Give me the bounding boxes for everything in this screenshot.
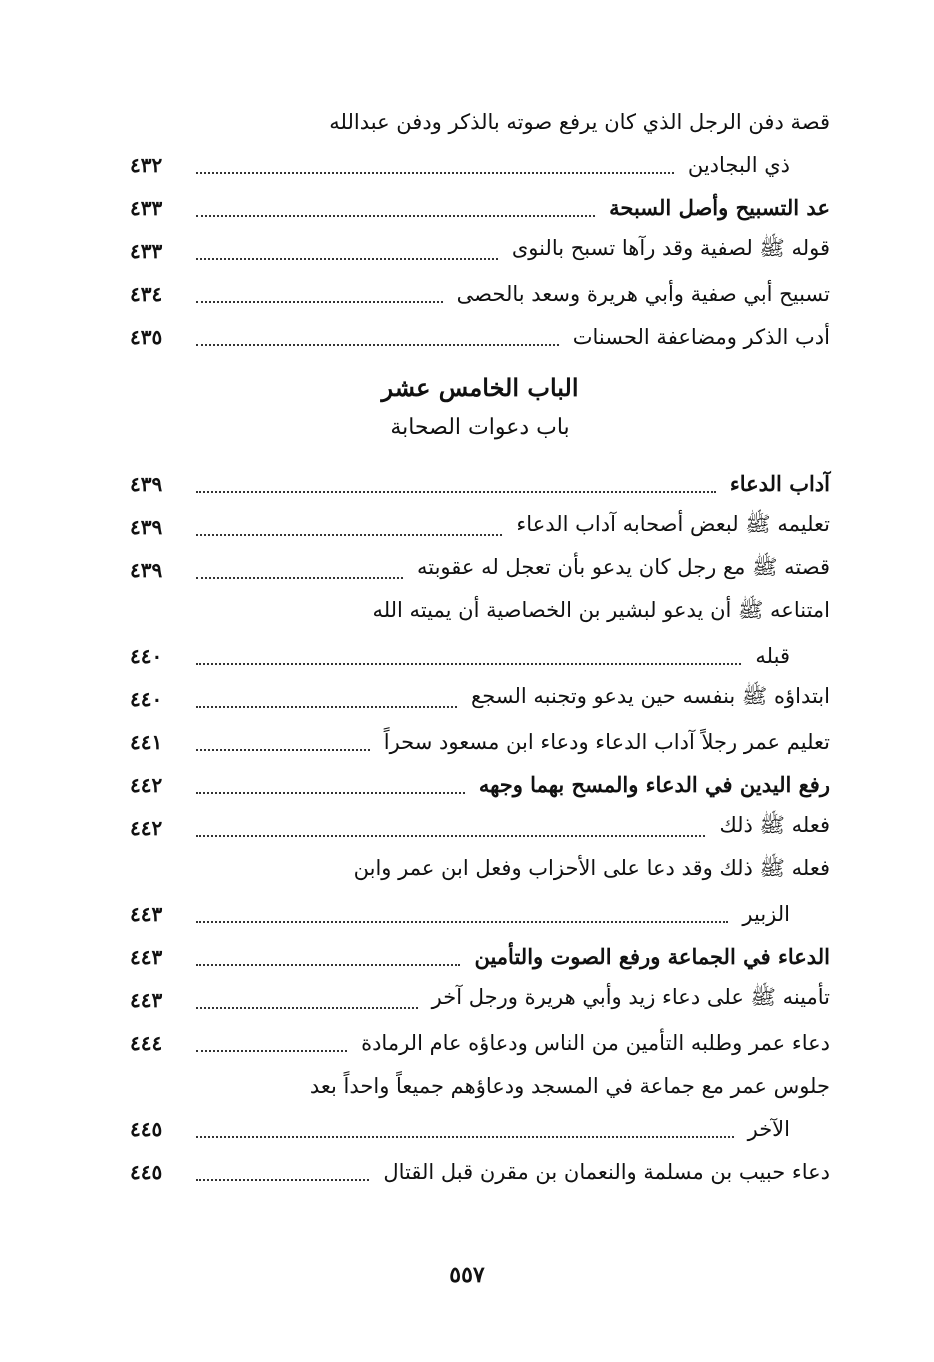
toc-entry-title: قوله ﷺ لصفية وقد رآها تسبح بالنوى [511, 236, 830, 260]
toc-entry [130, 935, 830, 978]
toc-entry-page: ٤٣٩ [130, 514, 163, 539]
leader-dots [196, 791, 465, 794]
toc-entry [130, 505, 830, 548]
leader-dots [196, 300, 443, 303]
toc-entry [130, 1021, 830, 1064]
toc-entry-page: ٤٣٣ [130, 238, 163, 263]
toc-entry [130, 462, 830, 505]
toc-entry [130, 1107, 830, 1150]
leader-dots [196, 171, 674, 174]
toc-entry-title: أدب الذكر ومضاعفة الحسنات [572, 324, 830, 349]
toc-entry-title: فعله ﷺ ذلك [719, 813, 830, 837]
leader-dots [196, 1006, 418, 1009]
leader-dots [196, 1135, 734, 1138]
toc-entry [130, 591, 830, 634]
toc-entry-page: ٤٣٩ [130, 471, 163, 496]
toc-entry [130, 143, 830, 186]
toc-entry-title: رفع اليدين في الدعاء والمسح بهما وجهه [478, 772, 830, 797]
toc-entry-title: ابتداؤه ﷺ بنفسه حين يدعو وتجنبه السجع [471, 684, 830, 708]
leader-dots [196, 533, 502, 536]
leader-dots [196, 748, 370, 751]
leader-dots [196, 1178, 369, 1181]
toc-entry-title: دعاء حبيب بن مسلمة والنعمان بن مقرن قبل القتال [383, 1159, 830, 1184]
toc-entry-page: ٤٣٩ [130, 557, 163, 582]
toc-entry-title: فعله ﷺ ذلك وقد دعا على الأحزاب وفعل ابن عمر وابن [353, 856, 830, 880]
leader-dots [196, 920, 728, 923]
toc-entry [130, 315, 830, 358]
toc-entry-title: تسبيح أبي صفية وأبي هريرة وسعد بالحصى [456, 281, 830, 306]
toc-entry-title: آداب الدعاء [729, 471, 830, 496]
toc-entry [130, 548, 830, 591]
toc-entry-title: امتناعه ﷺ أن يدعو لبشير بن الخصاصية أن يميته الله [372, 598, 830, 622]
toc-entry-title: تأمينه ﷺ على دعاء زيد وأبي هريرة ورجل آخر [431, 985, 830, 1009]
leader-dots [196, 490, 716, 493]
toc-entry-title: عد التسبيح وأصل السبحة [609, 195, 830, 220]
toc-entry-page: ٤٤٠ [130, 643, 163, 668]
toc-entry-title: قبله [755, 643, 790, 668]
leader-dots [196, 963, 460, 966]
leader-dots [196, 576, 403, 579]
toc-entry-page: ٤٤٠ [130, 686, 163, 711]
toc-entry [130, 677, 830, 720]
chapter-heading: الباب الخامس عشر [381, 373, 579, 402]
toc-entry [130, 720, 830, 763]
toc-entry-page: ٤٤٥ [130, 1116, 163, 1141]
toc-entry-title: ذي البجادين [687, 152, 790, 177]
toc-entry-page: ٤٤٣ [130, 901, 163, 926]
leader-dots [196, 662, 741, 665]
toc-entry-page: ٤٣٢ [130, 152, 163, 177]
toc-entry-title: تعليمه ﷺ لبعض أصحابه آداب الدعاء [516, 512, 830, 536]
toc-entry [130, 892, 830, 935]
toc-entry-title: الآخر [747, 1116, 790, 1141]
toc-entry-title: قصته ﷺ مع رجل كان يدعو بأن تعجل له عقوبته [416, 555, 830, 579]
toc-entry [130, 763, 830, 806]
toc-entry-title: الزبير [742, 901, 790, 926]
chapter-subheading: باب دعوات الصحابة [390, 415, 570, 440]
page-number: ٥٥٧ [449, 1262, 485, 1288]
toc-entry [130, 186, 830, 229]
toc-entry [130, 1150, 830, 1193]
leader-dots [196, 343, 559, 346]
toc-entry-page: ٤٣٣ [130, 195, 163, 220]
toc-entry [130, 100, 830, 143]
toc-entry-page: ٤٤١ [130, 729, 163, 754]
toc-entry-page: ٤٣٥ [130, 324, 163, 349]
toc-entry [130, 849, 830, 892]
toc-entry [130, 806, 830, 849]
toc-section-bottom [130, 462, 830, 1193]
table-of-contents [130, 100, 830, 1193]
toc-entry-page: ٤٤٣ [130, 944, 163, 969]
toc-entry-title: الدعاء في الجماعة ورفع الصوت والتأمين [474, 944, 830, 969]
toc-entry [130, 1064, 830, 1107]
toc-entry [130, 978, 830, 1021]
leader-dots [196, 257, 498, 260]
leader-dots [196, 1049, 347, 1052]
toc-entry-title: دعاء عمر وطلبه التأمين من الناس ودعاؤه عام الرمادة [361, 1030, 830, 1055]
toc-entry [130, 229, 830, 272]
toc-entry-page: ٤٤٥ [130, 1159, 163, 1184]
toc-section-top [130, 100, 830, 358]
toc-entry-page: ٤٤٢ [130, 815, 163, 840]
toc-entry [130, 272, 830, 315]
leader-dots [196, 834, 705, 837]
toc-entry-page: ٤٣٤ [130, 281, 163, 306]
leader-dots [196, 705, 457, 708]
toc-entry-page: ٤٤٣ [130, 987, 163, 1012]
leader-dots [196, 214, 595, 217]
toc-entry-title: تعليم عمر رجلاً آداب الدعاء ودعاء ابن مسعود سحراً [383, 729, 830, 754]
toc-entry-page: ٤٤٤ [130, 1030, 163, 1055]
toc-entry-title: قصة دفن الرجل الذي كان يرفع صوته بالذكر ودفن عبدالله [329, 109, 830, 134]
toc-entry-title: جلوس عمر مع جماعة في المسجد ودعاؤهم جميعاً واحداً بعد [309, 1073, 830, 1098]
toc-entry [130, 634, 830, 677]
toc-entry-page: ٤٤٢ [130, 772, 163, 797]
